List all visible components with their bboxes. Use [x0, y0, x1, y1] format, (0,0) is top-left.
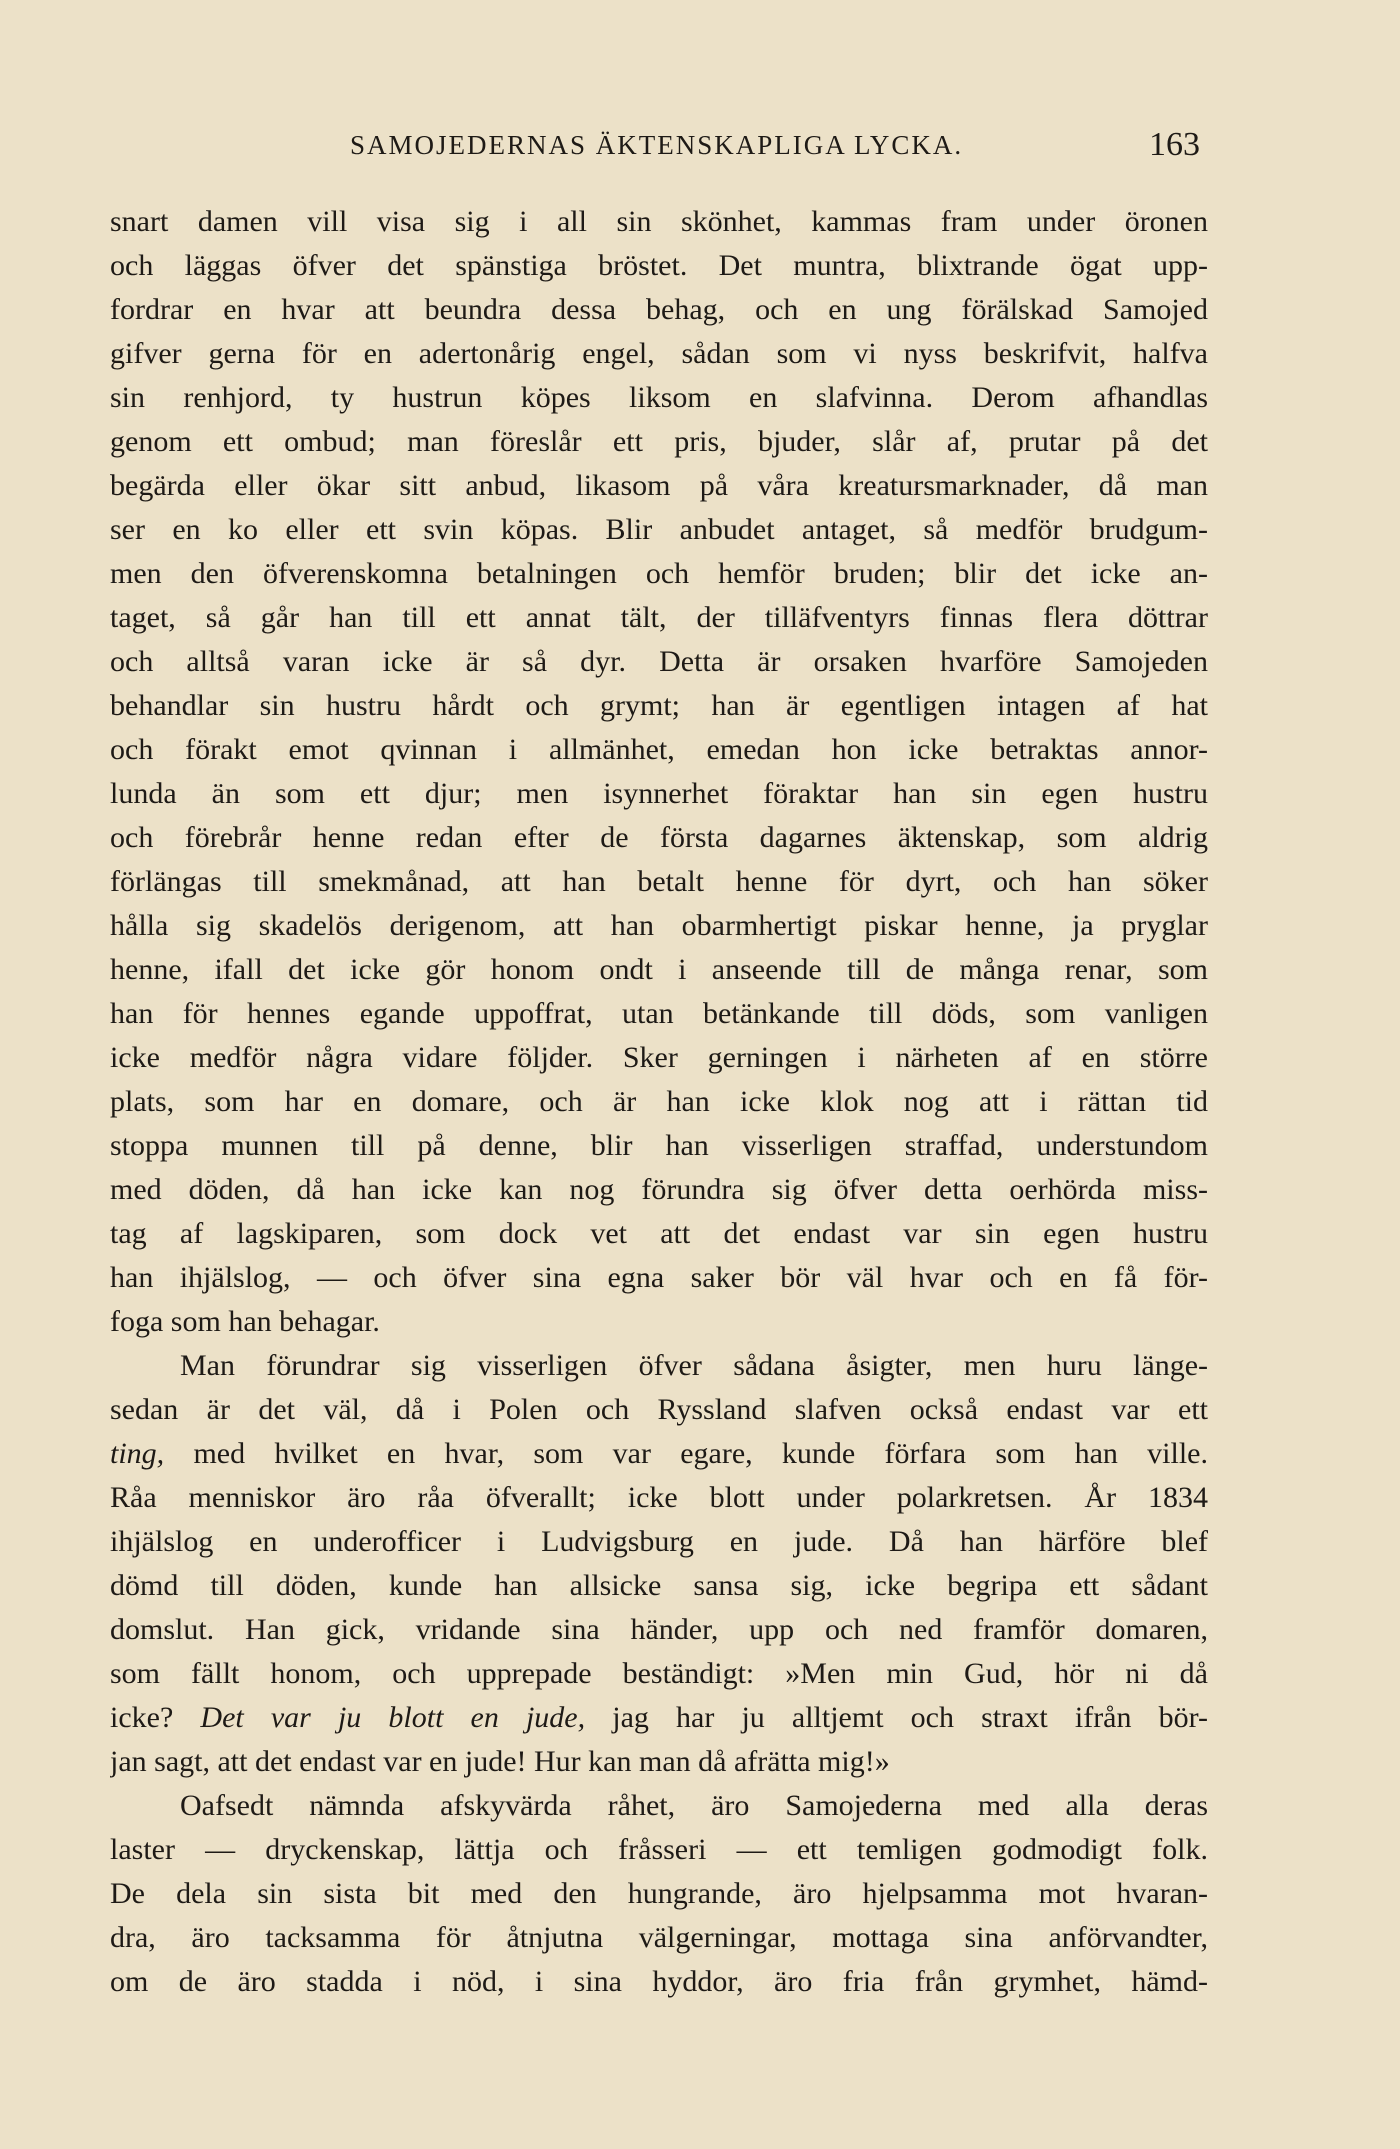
text-line-17: hålla sig skadelös derigenom, att han obarmhertigt piskar henne, ja pryglar	[110, 909, 1208, 942]
text-line-11: och alltså varan icke är så dyr. Detta är orsaken hvarföre Samojeden	[110, 645, 1208, 678]
text-line-24: tag af lagskiparen, som dock vet att det endast var sin egen hustru	[110, 1217, 1208, 1250]
running-title: SAMOJEDERNAS ÄKTENSKAPLIGA LYCKA.	[350, 130, 964, 160]
text-line-10: taget, så går han till ett annat tält, der tilläfventyrs finnas flera döttrar	[110, 601, 1208, 634]
text-line-35	[110, 1696, 1208, 1740]
text-line-4: gifver gerna för en adertonårig engel, sådan som vi nyss beskrifvit, halfva	[110, 337, 1208, 370]
text-line-28: sedan är det väl, då i Polen och Ryssland slafven också endast var ett	[110, 1393, 1208, 1426]
text-line-30: Råa menniskor äro råa öfverallt; icke blott under polarkretsen. År 1834	[110, 1481, 1208, 1514]
text-line-40: dra, äro tacksamma för åtnjutna välgerningar, mottaga sina anförvandter,	[110, 1921, 1208, 1954]
text-line-35-end: jag har ju alltjemt och straxt ifrån bör-	[612, 1701, 1208, 1734]
text-line-12: behandlar sin hustru hårdt och grymt; han är egentligen intagen af hat	[110, 689, 1208, 722]
body-text	[110, 200, 1208, 2004]
text-line-14: lunda än som ett djur; men isynnerhet föraktar han sin egen hustru	[110, 777, 1208, 810]
text-line-29	[110, 1432, 1208, 1476]
italic-quote: Det var ju blott en jude,	[200, 1701, 586, 1734]
text-line-3: fordrar en hvar att beundra dessa behag, och en ung förälskad Samojed	[110, 293, 1208, 326]
text-line-23: med döden, då han icke kan nog förundra sig öfver detta oerhörda miss-	[110, 1173, 1208, 1206]
text-line-34: som fällt honom, och upprepade beständigt: »Men min Gud, hör ni då	[110, 1657, 1208, 1690]
text-line-41: om de äro stadda i nöd, i sina hyddor, äro fria från grymhet, hämd-	[110, 1965, 1208, 1998]
text-line-36: jan sagt, att det endast var en jude! Hur kan man då afrätta mig!»	[110, 1745, 890, 1778]
text-line-37: Oafsedt nämnda afskyvärda råhet, äro Samojederna med alla deras	[180, 1789, 1208, 1822]
text-line-25: han ihjälslog, — och öfver sina egna saker bör väl hvar och en få för-	[110, 1261, 1208, 1294]
text-line-38: laster — dryckenskap, lättja och fråsseri — ett temligen godmodigt folk.	[110, 1833, 1208, 1866]
running-head	[110, 126, 1200, 170]
text-line-16: förlängas till smekmånad, att han betalt henne för dyrt, och han söker	[110, 865, 1208, 898]
text-line-1: snart damen vill visa sig i all sin skönhet, kammas fram under öronen	[110, 205, 1208, 238]
text-line-32: dömd till döden, kunde han allsicke sansa sig, icke begripa ett sådant	[110, 1569, 1208, 1602]
text-line-20: icke medför några vidare följder. Sker gerningen i närheten af en större	[110, 1041, 1208, 1074]
page-number: 163	[1149, 126, 1200, 163]
text-line-5: sin renhjord, ty hustrun köpes liksom en slafvinna. Derom afhandlas	[110, 381, 1208, 414]
text-line-18: henne, ifall det icke gör honom ondt i anseende till de många renar, som	[110, 953, 1208, 986]
text-line-6: genom ett ombud; man föreslår ett pris, bjuder, slår af, prutar på det	[110, 425, 1208, 458]
text-line-26: foga som han behagar.	[110, 1305, 380, 1338]
text-line-7: begärda eller ökar sitt anbud, likasom på våra kreatursmarknader, då man	[110, 469, 1208, 502]
text-line-13: och förakt emot qvinnan i allmänhet, emedan hon icke betraktas annor-	[110, 733, 1208, 766]
italic-word-ting: ting,	[110, 1437, 165, 1470]
text-line-15: och förebrår henne redan efter de första dagarnes äktenskap, som aldrig	[110, 821, 1208, 854]
text-line-29-rest: med hvilket en hvar, som var egare, kunde förfara som han ville.	[193, 1437, 1208, 1470]
text-line-31: ihjälslog en underofficer i Ludvigsburg en jude. Då han härföre blef	[110, 1525, 1208, 1558]
text-line-22: stoppa munnen till på denne, blir han visserligen straffad, understundom	[110, 1129, 1208, 1162]
text-line-8: ser en ko eller ett svin köpas. Blir anbudet antaget, så medför brudgum-	[110, 513, 1208, 546]
text-line-9: men den öfverenskomna betalningen och hemför bruden; blir det icke an-	[110, 557, 1208, 590]
text-line-19: han för hennes egande uppoffrat, utan betänkande till döds, som vanligen	[110, 997, 1208, 1030]
text-line-27: Man förundrar sig visserligen öfver sådana åsigter, men huru länge-	[180, 1349, 1208, 1382]
text-line-39: De dela sin sista bit med den hungrande, äro hjelpsamma mot hvaran-	[110, 1877, 1208, 1910]
text-line-2: och läggas öfver det spänstiga bröstet. Det muntra, blixtrande ögat upp-	[110, 249, 1208, 282]
text-line-21: plats, som har en domare, och är han icke klok nog att i rättan tid	[110, 1085, 1208, 1118]
text-line-33: domslut. Han gick, vridande sina händer, upp och ned framför domaren,	[110, 1613, 1208, 1646]
text-line-35-start: icke?	[110, 1701, 174, 1734]
